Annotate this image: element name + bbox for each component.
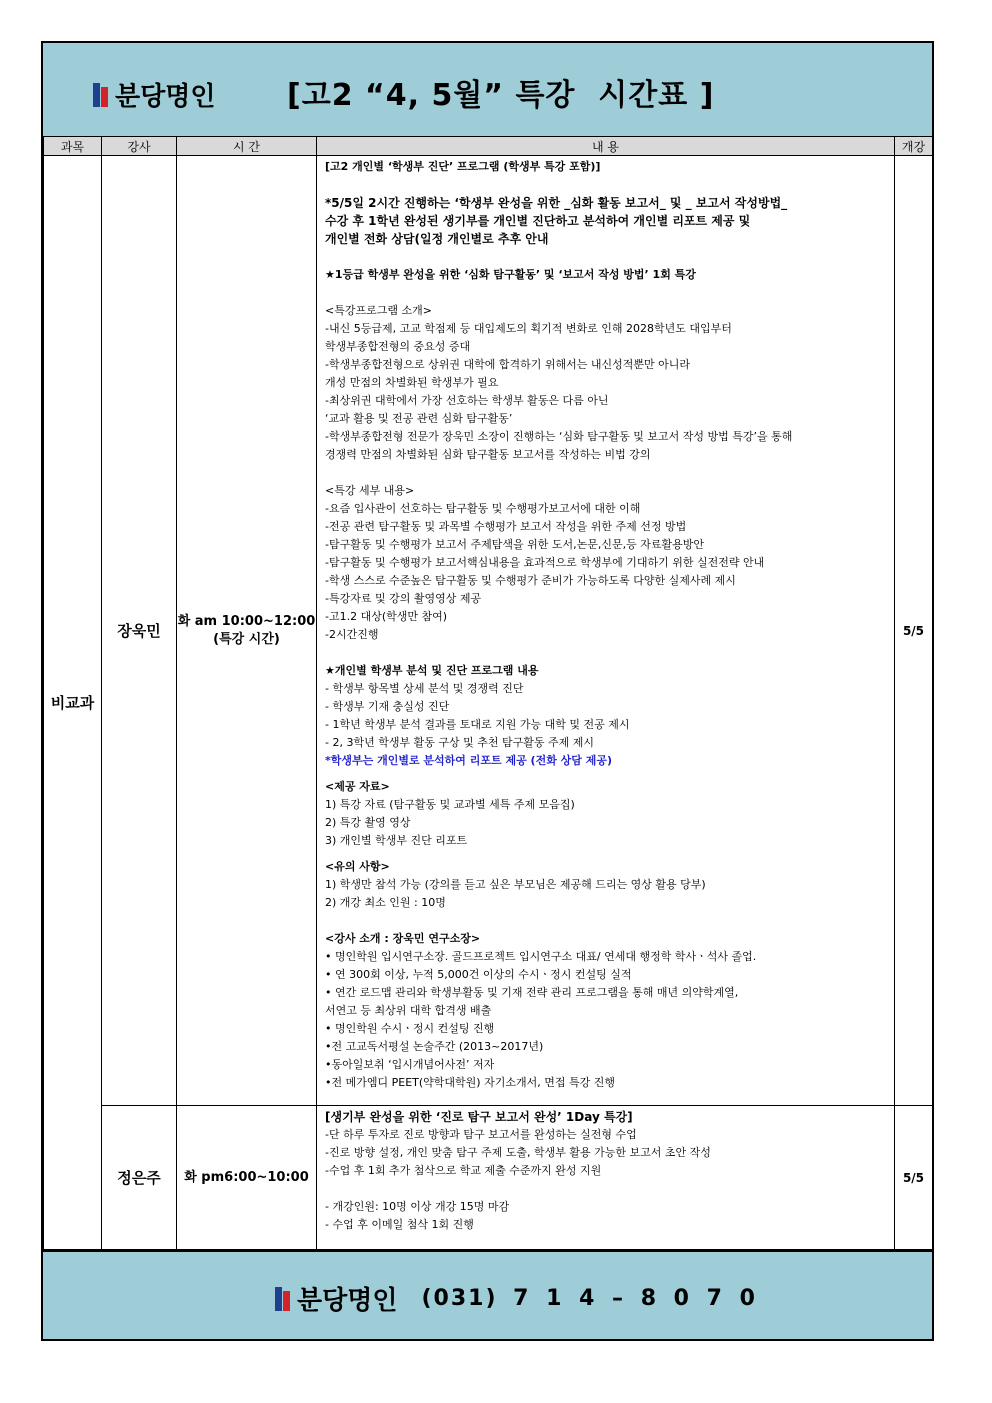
list-item: -최상위권 대학에서 가장 선호하는 학생부 활동은 다름 아닌 bbox=[325, 394, 609, 407]
list-item: • 연 300회 이상, 누적 5,000건 이상의 수시ㆍ정시 컨설팅 실적 bbox=[325, 968, 632, 981]
list-item: 개성 만점의 차별화된 학생부가 필요 bbox=[325, 376, 499, 389]
list-item: -학생부종합전형 전문가 장욱민 소장이 진행하는 ‘심화 탐구활동 및 보고서 작성 방법 특강’을 통해 bbox=[325, 430, 793, 443]
page-title: [고2 “4, 5월” 특강 시간표 ] bbox=[287, 78, 715, 113]
list-item: - 학생부 항목별 상세 분석 및 경쟁력 진단 bbox=[325, 682, 524, 695]
academy-logo-icon bbox=[273, 1287, 293, 1311]
col-header-time: 시 간 bbox=[177, 137, 317, 156]
list-item: •전 고교독서평설 논술주간 (2013~2017년) bbox=[325, 1040, 544, 1053]
phone-number: (031) 7 1 4 – 8 0 7 0 bbox=[421, 1286, 757, 1311]
program-intro-line: 개인별 전화 상담(일정 개인별로 추후 안내 bbox=[325, 232, 549, 246]
schedule-table bbox=[43, 136, 933, 1250]
program-intro-line: *5/5일 2시간 진행하는 ‘학생부 완성을 위한 _심화 활동 보고서_ 및 _ 보고서 작성방법_ bbox=[325, 196, 788, 210]
list-item: - 학생부 기재 충실성 진단 bbox=[325, 700, 450, 713]
program-title: [생기부 완성을 위한 ‘진로 탐구 보고서 완성’ 1Day 특강] bbox=[325, 1110, 633, 1124]
section-heading: <특강 세부 내용> bbox=[325, 484, 415, 497]
content-cell bbox=[317, 156, 895, 1106]
list-item: 2) 특강 촬영 영상 bbox=[325, 816, 411, 829]
col-header-sessions: 개강 bbox=[895, 137, 933, 156]
table-row bbox=[44, 1106, 933, 1250]
academy-logo-icon bbox=[91, 83, 111, 107]
brand-name: 분당명인 bbox=[115, 82, 216, 112]
time-value: 화 am 10:00~12:00 bbox=[177, 613, 316, 629]
header-logo bbox=[91, 76, 215, 113]
footer-brand-name: 분당명인 bbox=[297, 1286, 398, 1316]
list-item: • 명인학원 수시ㆍ정시 컨설팅 진행 bbox=[325, 1022, 495, 1035]
time-cell bbox=[177, 1106, 317, 1250]
section-heading: <유의 사항> bbox=[325, 860, 390, 873]
list-item: 학생부종합전형의 중요성 증대 bbox=[325, 340, 471, 353]
list-item: - 개강인원: 10명 이상 개강 15명 마감 bbox=[325, 1200, 510, 1213]
lecture-headline: ★1등급 학생부 완성을 위한 ‘심화 탐구활동’ 및 ‘보고서 작성 방법’ 1회 특강 bbox=[325, 268, 696, 281]
footer-band bbox=[43, 1250, 932, 1339]
table-row bbox=[44, 156, 933, 1106]
col-header-subject: 과목 bbox=[44, 137, 102, 156]
instructor-cell: 정은주 bbox=[102, 1106, 177, 1250]
table-header-row bbox=[44, 137, 933, 156]
list-item: ‘교과 활용 및 전공 관련 심화 탐구활동’ bbox=[325, 412, 513, 425]
list-item: 경쟁력 만점의 차별화된 심화 탐구활동 보고서를 작성하는 비법 강의 bbox=[325, 448, 651, 461]
program-title: [고2 개인별 ‘학생부 진단’ 프로그램 (학생부 특강 포함)] bbox=[325, 160, 601, 173]
list-item: -특강자료 및 강의 촬영영상 제공 bbox=[325, 592, 482, 605]
program-intro-line: 수강 후 1학년 완성된 생기부를 개인별 진단하고 분석하여 개인별 리포트 제공 및 bbox=[325, 214, 751, 228]
section-heading: <강사 소개 : 장욱민 연구소장> bbox=[325, 932, 481, 945]
list-item: -수업 후 1회 추가 첨삭으로 학교 제출 수준까지 완성 지원 bbox=[325, 1164, 602, 1177]
subject-cell: 비교과 bbox=[44, 156, 102, 1250]
list-item: -탐구활동 및 수행평가 보고서핵심내용을 효과적으로 학생부에 기대하기 위한 실전전략 안내 bbox=[325, 556, 765, 569]
list-item: •전 메가엠디 PEET(약학대학원) 자기소개서, 면접 특강 진행 bbox=[325, 1076, 615, 1089]
list-item: 1) 특강 자료 (탐구활동 및 교과별 세특 주제 모음집) bbox=[325, 798, 575, 811]
list-item: -학생 스스로 수준높은 탐구활동 및 수행평가 준비가 가능하도록 다양한 실제사례 제시 bbox=[325, 574, 736, 587]
list-item: -전공 관련 탐구활동 및 과목별 수행평가 보고서 작성을 위한 주제 선정 방법 bbox=[325, 520, 687, 533]
highlight-note: *학생부는 개인별로 분석하여 리포트 제공 (전화 상담 제공) bbox=[325, 754, 613, 767]
section-heading: <제공 자료> bbox=[325, 780, 390, 793]
list-item: • 명인학원 입시연구소장. 골드프로젝트 입시연구소 대표/ 연세대 행정학 학사ㆍ석사 졸업. bbox=[325, 950, 757, 963]
list-item: -학생부종합전형으로 상위권 대학에 합격하기 위해서는 내신성적뿐만 아니라 bbox=[325, 358, 690, 371]
list-item: -탐구활동 및 수행평가 보고서 주제탐색을 위한 도서,논문,신문,등 자료활용방안 bbox=[325, 538, 704, 551]
list-item: •동아일보취 ‘입시개념어사전’ 저자 bbox=[325, 1058, 495, 1071]
list-item: -고1.2 대상(학생만 참여) bbox=[325, 610, 448, 623]
list-item: 3) 개인별 학생부 진단 리포트 bbox=[325, 834, 468, 847]
list-item: - 1학년 학생부 분석 결과를 토대로 지원 가능 대학 및 전공 제시 bbox=[325, 718, 630, 731]
instructor-cell: 장욱민 bbox=[102, 156, 177, 1106]
time-cell bbox=[177, 156, 317, 1106]
list-item: - 2, 3학년 학생부 활동 구상 및 추천 탐구활동 주제 제시 bbox=[325, 736, 594, 749]
list-item: 2) 개강 최소 인원 : 10명 bbox=[325, 896, 446, 909]
list-item: 1) 학생만 참석 가능 (강의를 듣고 싶은 부모님은 제공해 드리는 영상 활용 당부) bbox=[325, 878, 706, 891]
list-item: -2시간진행 bbox=[325, 628, 379, 641]
list-item: - 수업 후 이메일 첨삭 1회 진행 bbox=[325, 1218, 474, 1231]
sessions-cell: 5/5 bbox=[895, 156, 933, 1106]
sessions-cell: 5/5 bbox=[895, 1106, 933, 1250]
time-note: (특강 시간) bbox=[213, 631, 280, 647]
section-heading: ★개인별 학생부 분석 및 진단 프로그램 내용 bbox=[325, 664, 539, 677]
col-header-content: 내 용 bbox=[317, 137, 895, 156]
list-item: -단 하루 투자로 진로 방향과 탐구 보고서를 완성하는 실전형 수업 bbox=[325, 1128, 637, 1141]
section-heading: <특강프로그램 소개> bbox=[325, 304, 432, 317]
footer-logo bbox=[273, 1280, 757, 1317]
list-item: 서연고 등 최상위 대학 합격생 배출 bbox=[325, 1004, 492, 1017]
list-item: -요즘 입사관이 선호하는 탐구활동 및 수행평가보고서에 대한 이해 bbox=[325, 502, 641, 515]
list-item: • 연간 로드맵 관리와 학생부활동 및 기재 전략 관리 프로그램을 통해 매년 의약학계열, bbox=[325, 986, 739, 999]
content-cell bbox=[317, 1106, 895, 1250]
col-header-instructor: 강사 bbox=[102, 137, 177, 156]
header-band bbox=[43, 43, 932, 137]
timetable-sheet bbox=[41, 41, 934, 1341]
time-value: 화 pm6:00~10:00 bbox=[184, 1169, 309, 1185]
list-item: -진로 방향 설정, 개인 맞춤 탐구 주제 도출, 학생부 활용 가능한 보고서 초안 작성 bbox=[325, 1146, 711, 1159]
list-item: -내신 5등급제, 고교 학점제 등 대입제도의 획기적 변화로 인해 2028학년도 대입부터 bbox=[325, 322, 732, 335]
